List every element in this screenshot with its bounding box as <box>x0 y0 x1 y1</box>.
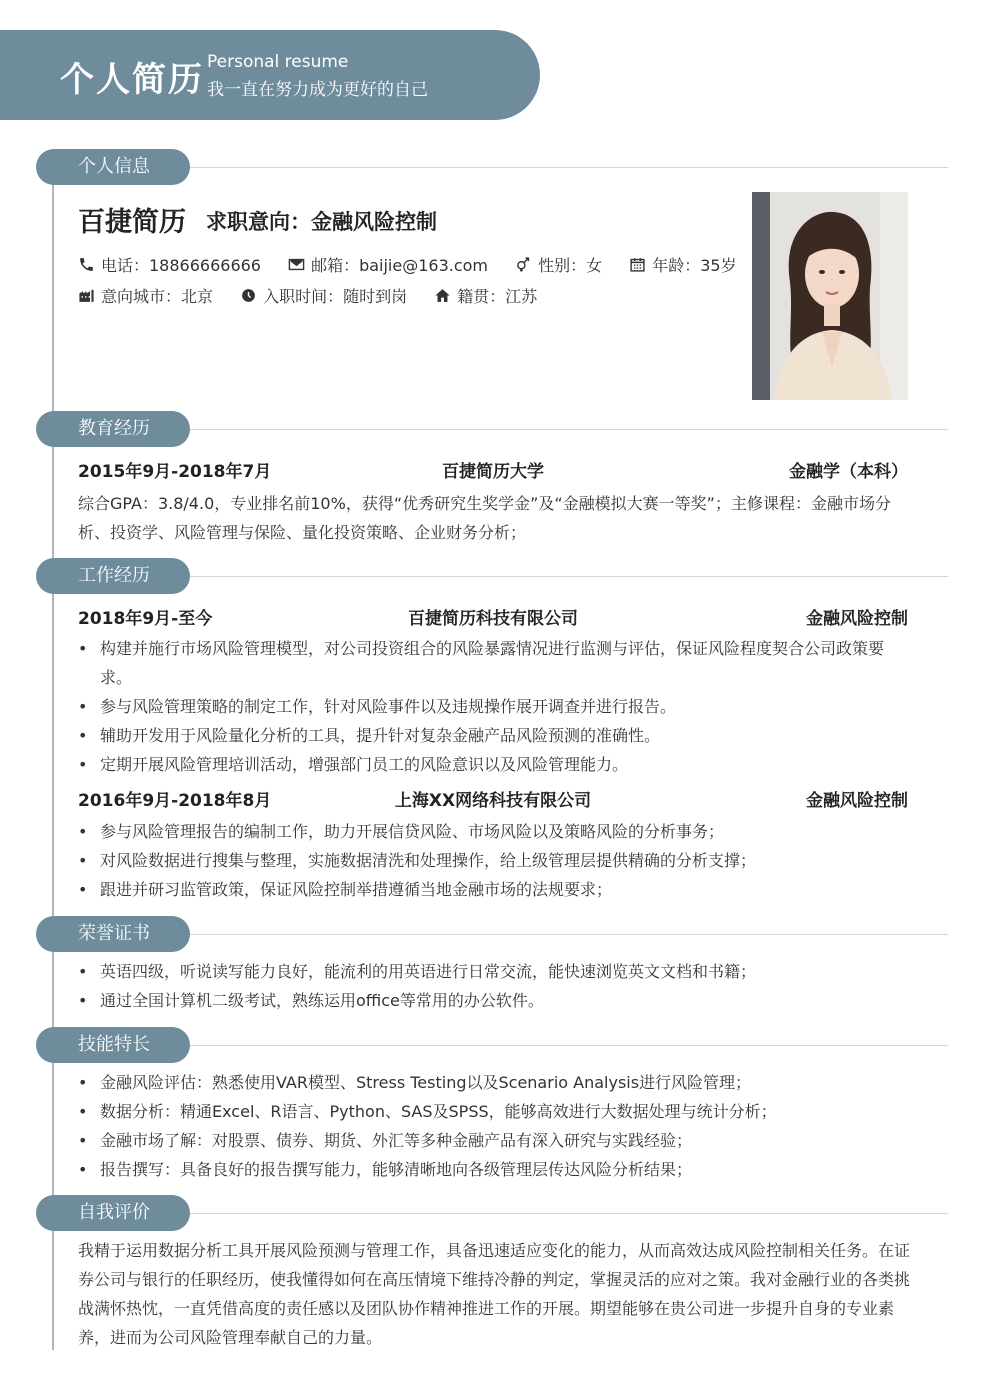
work-row-1 <box>78 604 908 628</box>
job-intent: 求职意向：金融风险控制 <box>206 210 437 234</box>
work-company: 百捷简历科技有限公司 <box>408 609 578 629</box>
gender-text: 性别：女 <box>538 256 603 275</box>
home-icon <box>434 287 451 304</box>
email-info <box>288 253 488 276</box>
list-item: • 金融市场了解：对股票、债券、期货、外汇等多种金融产品有深入研究与实践经验； <box>78 1126 910 1155</box>
candidate-name: 百捷简历 <box>78 207 186 238</box>
list-item: • 数据分析：精通Excel、R语言、Python、SAS及SPSS，能够高效进行大数据处理与统计分析； <box>78 1097 910 1126</box>
section-personal: 个人信息 <box>36 149 190 185</box>
calendar-icon <box>629 256 646 273</box>
city-icon <box>78 287 95 304</box>
work-company: 上海XX网络科技有限公司 <box>394 791 592 811</box>
honors-list <box>78 957 910 1015</box>
work-row-2 <box>78 786 908 810</box>
list-item: • 报告撰写：具备良好的报告撰写能力，能够清晰地向各级管理层传达风险分析结果； <box>78 1155 910 1184</box>
resume-slogan: 我一直在努力成为更好的自己 <box>207 80 428 100</box>
self-eval-text: 我精于运用数据分析工具开展风险预测与管理工作，具备迅速适应变化的能力，从而高效达成风险控制相关任务。在证券公司与银行的任职经历，使我懂得如何在高压情境下维持冷静的判定，掌握灵活的应对之策。我对金融行业的各类挑战满怀热忱，一直凭借高度的责任感以及团队协作精神推进工作的开展。期望能够在贵公司进一步提升自身的专业素养，进而为公司风险管理奉献自己的力量。 <box>78 1241 911 1347</box>
profile-photo <box>752 192 908 400</box>
list-item: • 跟进并研习监管政策，保证风险控制举措遵循当地金融市场的法规要求； <box>78 875 910 904</box>
origin-info <box>434 284 537 307</box>
timeline-line <box>52 150 54 1350</box>
resume-subtitle-en: Personal resume <box>207 52 349 72</box>
section-honors: 荣誉证书 <box>36 916 190 952</box>
age-text: 年龄：35岁 <box>652 256 737 275</box>
work-role: 金融风险控制 <box>806 609 908 629</box>
clock-icon <box>240 287 257 304</box>
list-item: • 构建并施行市场风险管理模型，对公司投资组合的风险暴露情况进行监测与评估，保证风险程度契合公司政策要求。 <box>78 634 910 692</box>
list-item: • 英语四级，听说读写能力良好，能流利的用英语进行日常交流，能快速浏览英文文档和书籍； <box>78 957 910 986</box>
city-text: 意向城市：北京 <box>101 287 214 306</box>
education-period: 2015年9月-2018年7月 <box>78 462 272 482</box>
section-work: 工作经历 <box>36 558 190 594</box>
work-role: 金融风险控制 <box>806 791 908 811</box>
origin-text: 籍贯：江苏 <box>457 287 538 306</box>
age-info <box>629 253 736 276</box>
section-divider <box>190 576 948 577</box>
section-divider <box>190 934 948 935</box>
list-item: • 金融风险评估：熟悉使用VAR模型、Stress Testing以及Scenario Analysis进行风险管理； <box>78 1068 910 1097</box>
list-item: • 参与风险管理策略的制定工作，针对风险事件以及违规操作展开调查并进行报告。 <box>78 692 910 721</box>
education-desc: 综合GPA：3.8/4.0，专业排名前10%，获得“优秀研究生奖学金”及“金融模拟大赛一等奖”；主修课程：金融市场分析、投资学、风险管理与保险、量化投资策略、企业财务分析； <box>78 494 891 542</box>
section-divider <box>190 167 948 168</box>
list-item: • 对风险数据进行搜集与整理，实施数据清洗和处理操作，给上级管理层提供精确的分析支撑； <box>78 846 910 875</box>
list-item: • 辅助开发用于风险量化分析的工具，提升针对复杂金融产品风险预测的准确性。 <box>78 721 910 750</box>
list-item: • 定期开展风险管理培训活动，增强部门员工的风险意识以及风险管理能力。 <box>78 750 910 779</box>
city-info <box>78 284 213 307</box>
mail-icon <box>288 256 305 273</box>
section-self-eval: 自我评价 <box>36 1195 190 1231</box>
header-banner <box>0 30 540 120</box>
list-item: • 通过全国计算机二级考试，熟练运用office等常用的办公软件。 <box>78 986 910 1015</box>
skills-list <box>78 1068 910 1184</box>
phone-icon <box>78 256 95 273</box>
info-row-1 <box>78 253 759 277</box>
education-major: 金融学（本科） <box>789 462 908 482</box>
section-divider <box>190 429 948 430</box>
education-school: 百捷简历大学 <box>442 462 544 482</box>
section-skills: 技能特长 <box>36 1027 190 1063</box>
work-period: 2016年9月-2018年8月 <box>78 791 272 811</box>
start-text: 入职时间：随时到岗 <box>263 287 408 306</box>
email-text: 邮箱：baijie@163.com <box>311 256 489 275</box>
section-education: 教育经历 <box>36 411 190 447</box>
work-period: 2018年9月-至今 <box>78 609 213 629</box>
phone-text: 电话：18866666666 <box>101 256 261 275</box>
info-row-2 <box>78 284 559 308</box>
work-duties-1 <box>78 634 910 779</box>
start-info <box>240 284 407 307</box>
education-row <box>78 457 908 481</box>
phone-info <box>78 253 261 276</box>
work-duties-2 <box>78 817 910 904</box>
section-divider <box>190 1045 948 1046</box>
gender-icon <box>515 256 532 273</box>
resume-title: 个人简历 <box>60 60 204 100</box>
section-divider <box>190 1213 948 1214</box>
list-item: • 参与风险管理报告的编制工作，助力开展信贷风险、市场风险以及策略风险的分析事务； <box>78 817 910 846</box>
gender-info <box>515 253 602 276</box>
